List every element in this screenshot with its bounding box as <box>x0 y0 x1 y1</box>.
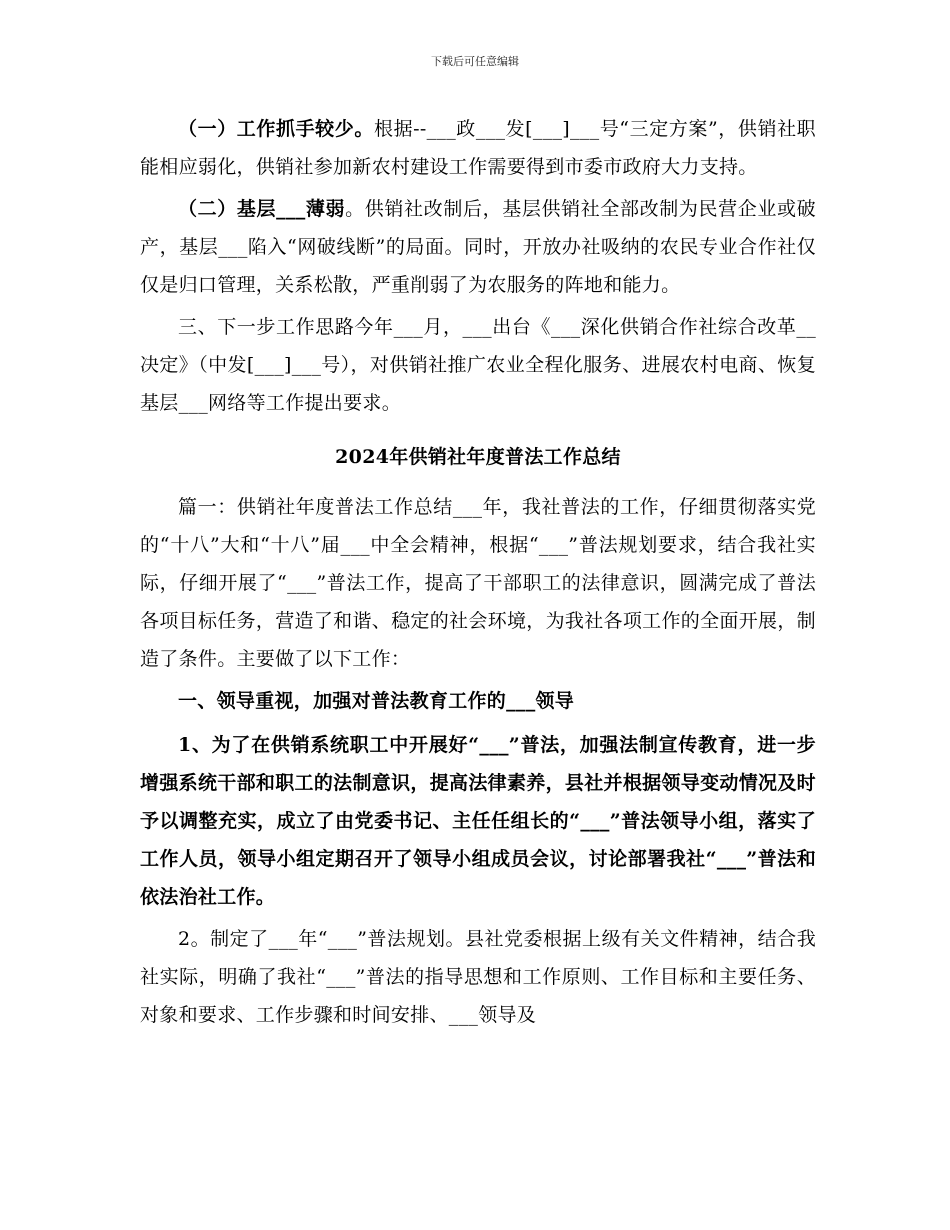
paragraph-4: 篇一：供销社年度普法工作总结___年，我社普法的工作，仔细贯彻落实党的“十八”大和“十八”届___中全会精神，根据“___”普法规划要求，结合我社实际，仔细开展了“___”普法工作，提高了干部职工的法律意识，圆满完成了普法各项目标任务，营造了和谐、稳定的社会环境，为我社各项工作的全面开展，制造了条件。主要做了以下工作： <box>140 496 816 670</box>
paragraph-6: 2。制定了___年“___”普法规划。县社党委根据上级有关文件精神，结合我社实际，明确了我社“___”普法的指导思想和工作原则、工作目标和主要任务、对象和要求、工作步骤和时间安排、___领导及 <box>140 928 816 1026</box>
paragraph-5: 1、为了在供销系统职工中开展好“___”普法，加强法制宣传教育，进一步增强系统干部和职工的法制意识，提高法律素养，县社并根据领导变动情况及时予以调整充实，成立了由党委书记、主任任组长的“___”普法领导小组，落实了工作人员，领导小组定期召开了领导小组成员会议，讨论部署我社“___”普法和依法治社工作。 <box>140 734 816 908</box>
paragraph-2 <box>140 190 816 304</box>
paragraph-1 <box>140 110 816 186</box>
paragraph-2-text: 。供销社改制后，基层供销社全部改制为民营企业或破产，基层___陷入“网破线断”的局面。同时，开放办社吸纳的农民专业合作社仅仅是归口管理，关系松散，严重削弱了为农服务的阵地和能力。 <box>140 198 816 296</box>
document-body <box>140 110 816 1038</box>
paragraph-1-text: 根据--___政___发[___]___号“三定方案”，供销社职能相应弱化，供销社参加新农村建设工作需要得到市委市政府大力支持。 <box>140 118 816 178</box>
paragraph-3: 三、下一步工作思路今年___月，___出台《___深化供销合作社综合改革__决定》（中发[___]___号），对供销社推广农业全程化服务、进展农村电商、恢复基层___网络等工作提出要求。 <box>140 316 816 414</box>
page-header: 下载后可任意编辑 <box>431 55 519 68</box>
document-title: 2024年供销社年度普法工作总结 <box>335 446 621 468</box>
paragraph-2-heading: （二）基层___薄弱 <box>178 198 346 220</box>
paragraph-1-heading: （一）工作抓手较少。 <box>178 118 374 140</box>
section-heading-1: 一、领导重视，加强对普法教育工作的___领导 <box>178 690 575 712</box>
